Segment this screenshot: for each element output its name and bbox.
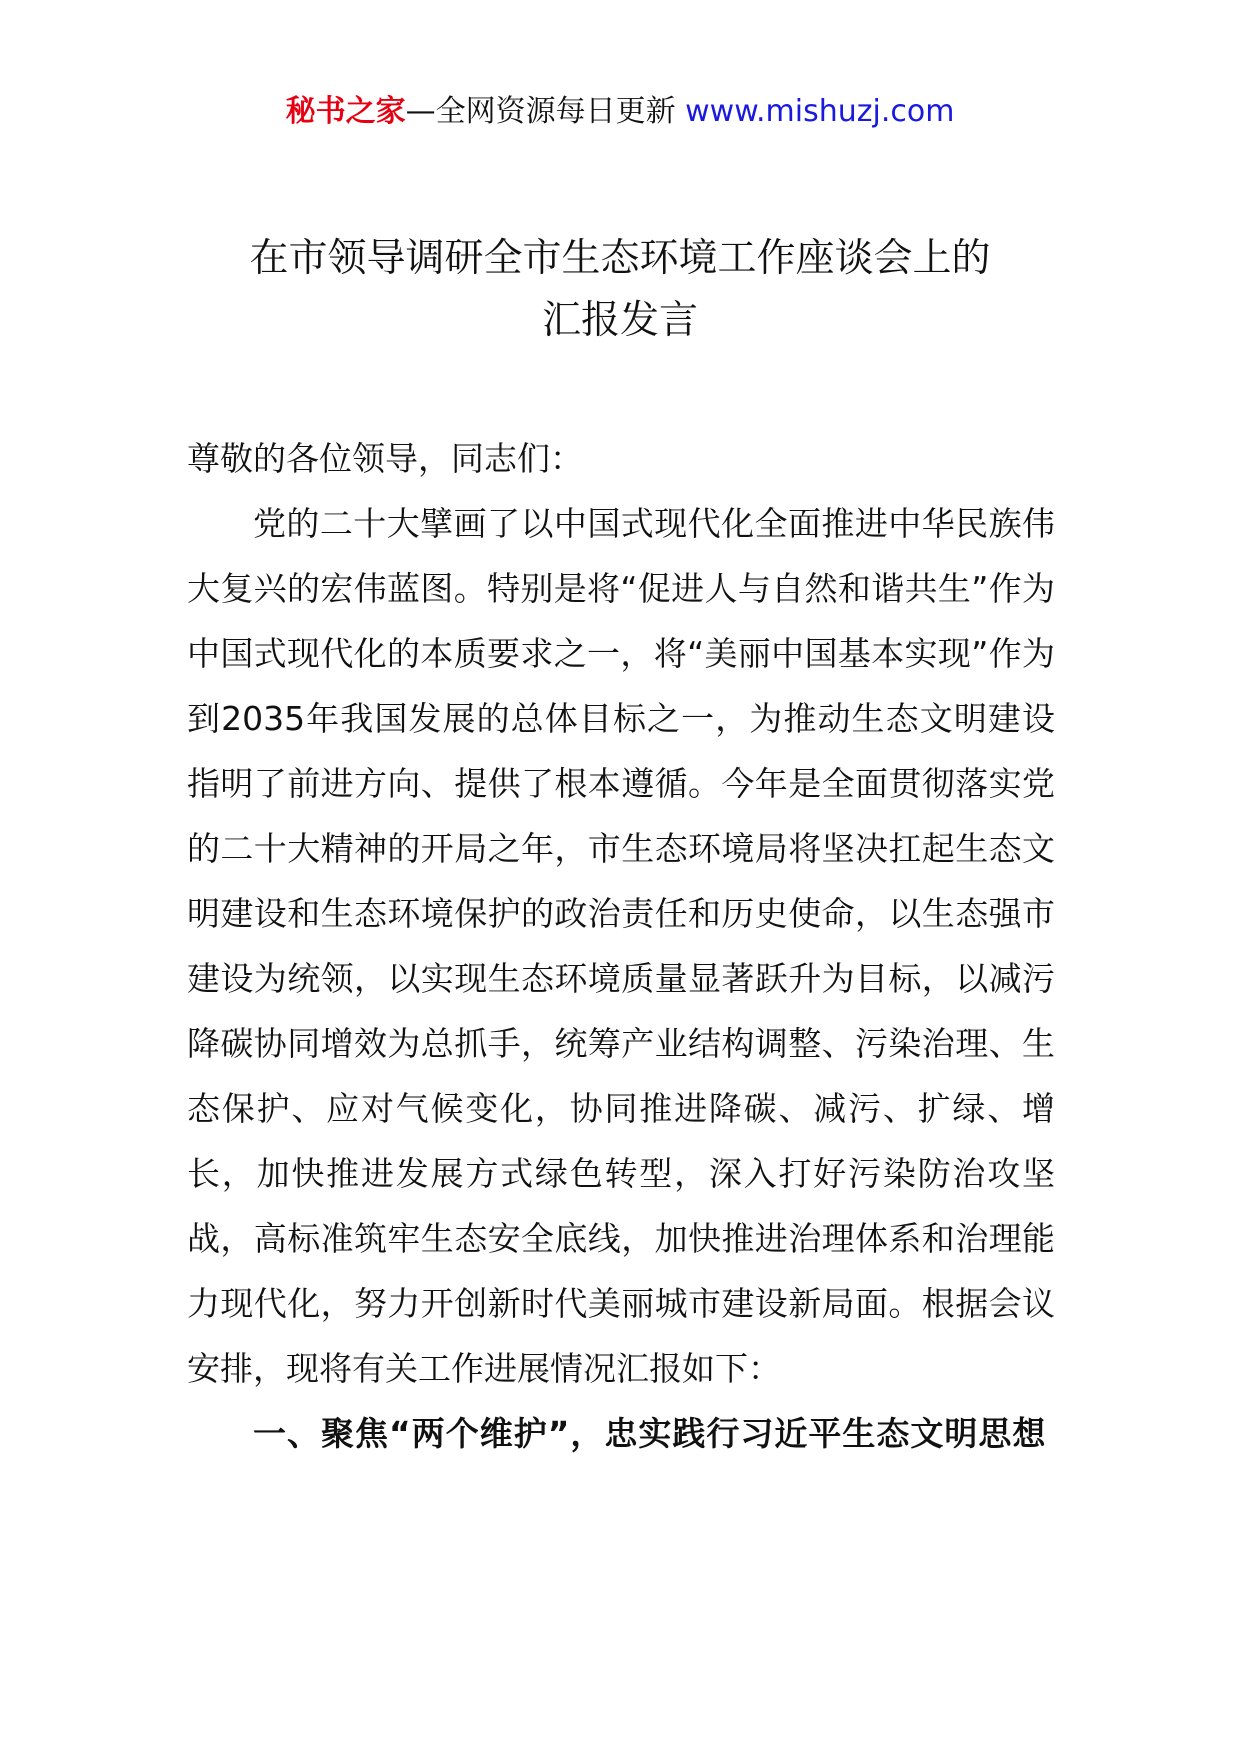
title-line-1: 在市领导调研全市生态环境工作座谈会上的: [249, 236, 991, 281]
brand-tagline: —全网资源每日更新: [405, 94, 676, 129]
document-title: [0, 228, 1240, 352]
site-url-link[interactable]: www.mishuzj.com: [685, 94, 955, 129]
title-line-2: 汇报发言: [541, 298, 698, 343]
document-body: [187, 426, 1055, 1466]
site-header: [0, 92, 1240, 132]
paragraph-intro: 党的二十大擘画了以中国式现代化全面推进中华民族伟大复兴的宏伟蓝图。特别是将“促进人与自然和谐共生”作为中国式现代化的本质要求之一，将“美丽中国基本实现”作为到2035年我国发展的总体目标之一，为推动生态文明建设指明了前进方向、提供了根本遵循。今年是全面贯彻落实党的二十大精神的开局之年，市生态环境局将坚决扛起生态文明建设和生态环境保护的政治责任和历史使命，以生态强市建设为统领，以实现生态环境质量显著跃升为目标，以减污降碳协同增效为总抓手，统筹产业结构调整、污染治理、生态保护、应对气候变化，协同推进降碳、减污、扩绿、增长，加快推进发展方式绿色转型，深入打好污染防治攻坚战，高标准筑牢生态安全底线，加快推进治理体系和治理能力现代化，努力开创新时代美丽城市建设新局面。根据会议安排，现将有关工作进展情况汇报如下：: [187, 504, 1055, 1388]
brand-name: 秘书之家: [285, 94, 406, 129]
section-heading-1: 一、聚焦“两个维护”，忠实践行习近平生态文明思想: [253, 1414, 1047, 1453]
salutation: 尊敬的各位领导，同志们：: [187, 439, 583, 478]
